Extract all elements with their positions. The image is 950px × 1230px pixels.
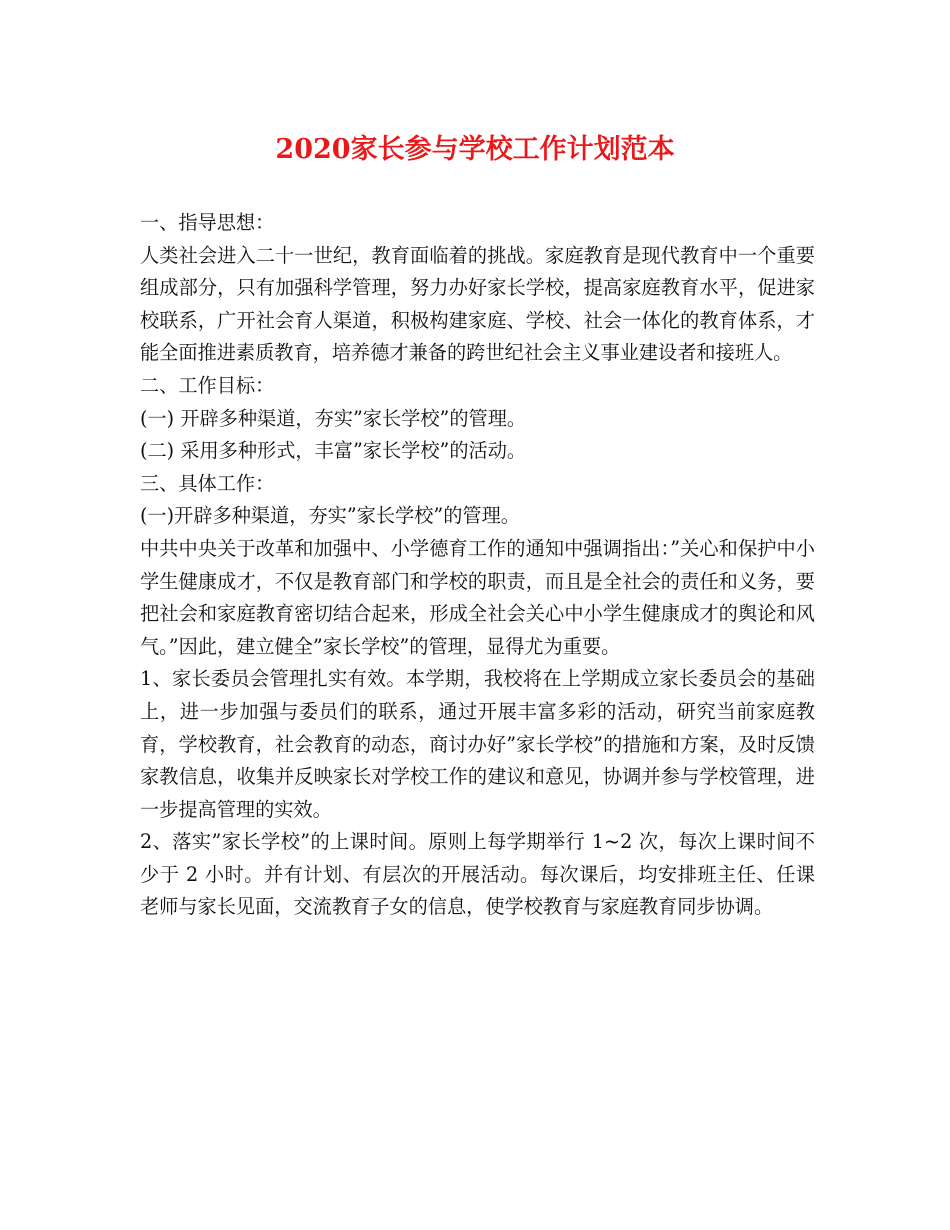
paragraph-central-notice: 中共中央关于改革和加强中、小学德育工作的通知中强调指出：”关心和保护中小学生健康成才，不仅是教育部门和学校的职责，而且是全社会的责任和义务，要把社会和家庭教育密切结合起来，形成全社会关心中小学生健康成才的舆论和风气。”因此，建立健全”家长学校”的管理，显得尤为重要。 [140, 536, 815, 658]
paragraph-ideology-text: 人类社会进入二十一世纪，教育面临着的挑战。家庭教育是现代教育中一个重要组成部分，只有加强科学管理，努力办好家长学校，提高家庭教育水平，促进家校联系，广开社会育人渠道，积极构建家庭、学校、社会一体化的教育体系，才能全面推进素质教育，培养德才兼备的跨世纪社会主义事业建设者和接班人。 [140, 243, 815, 365]
heading-work-goals: 二、工作目标： [140, 373, 275, 397]
heading-guiding-ideology: 一、指导思想： [140, 211, 275, 234]
paragraph-class-schedule: 2、落实”家长学校”的上课时间。原则上每学期举行 1~2 次，每次上课时间不少于 2 小时。并有计划、有层次的开展活动。每次课后，均安排班主任、任课老师与家长见面，交流教育子女的信息，使学校教育与家庭教育同步协调。 [140, 830, 815, 919]
goal-item-1: (一) 开辟多种渠道，夯实”家长学校”的管理。 [140, 406, 527, 430]
goal-item-2: (二) 采用多种形式，丰富”家长学校”的活动。 [140, 439, 527, 463]
subheading-management: (一)开辟多种渠道，夯实”家长学校”的管理。 [140, 504, 520, 528]
document-title: 2020家长参与学校工作计划范本 [275, 134, 675, 165]
heading-specific-work: 三、具体工作： [140, 471, 275, 495]
paragraph-parent-committee: 1、家长委员会管理扎实有效。本学期，我校将在上学期成立家长委员会的基础上，进一步加强与委员们的联系，通过开展丰富多彩的活动，研究当前家庭教育，学校教育，社会教育的动态，商讨办好”家长学校”的措施和方案，及时反馈家教信息，收集并反映家长对学校工作的建议和意见，协调并参与学校管理，进一步提高管理的实效。 [140, 667, 815, 821]
document-body [140, 207, 815, 924]
